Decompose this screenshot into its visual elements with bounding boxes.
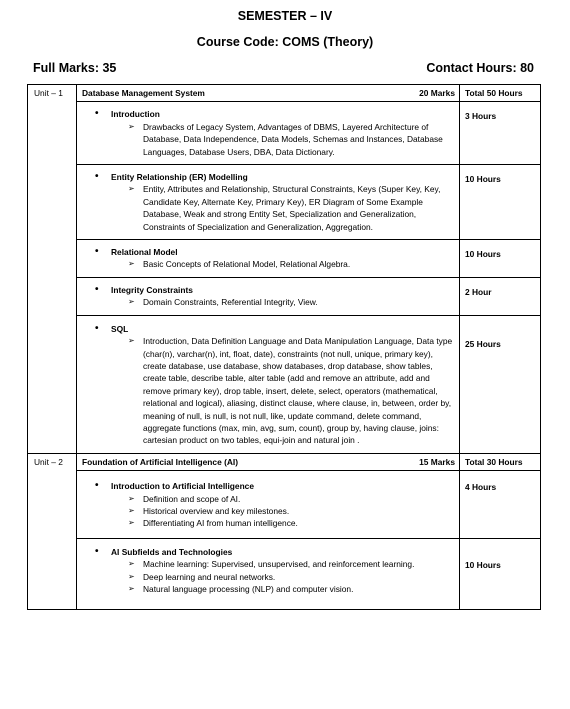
topic-hours: 25 Hours [460,315,541,453]
topic-item: ➢ Basic Concepts of Relational Model, Relational Algebra. [128,258,453,270]
topic-hours: 4 Hours [460,471,541,539]
unit-title: Database Management System [82,88,205,98]
topic-title: • Introduction [95,108,453,120]
topic-title: • SQL [95,323,453,335]
topic-item: ➢ Historical overview and key milestones. [128,505,453,517]
topic-items [95,183,453,233]
topic-row [28,538,541,610]
topic-item: ➢ Natural language processing (NLP) and computer vision. [128,583,453,595]
topic-item: ➢ Entity, Attributes and Relationship, Structural Constraints, Keys (Super Key, Key, Candidate Key, Alternate Key, Primary Key), ER Diagram of Some Example Database, Weak and strong Entity Set, Specialization and Generalization, Constraints of Specialization and Generalization, Aggregation. [128,183,453,233]
topic-title: • Introduction to Artificial Intelligence [95,480,453,492]
topic-hours: 10 Hours [460,538,541,610]
topic-item: ➢ Differentiating AI from human intelligence. [128,517,453,529]
topic-hours: 10 Hours [460,240,541,278]
topic-row [28,102,541,165]
topic-item: ➢ Drawbacks of Legacy System, Advantages of DBMS, Layered Architecture of Database, Data Independence, Data Models, Schemas and Instances, Database Languages, Database Users, DBA, Data Dictionary. [128,121,453,158]
topic-title: • Relational Model [95,246,453,258]
topic-items [95,558,453,595]
topic-cell [77,315,460,453]
topic-item: ➢ Introduction, Data Definition Language and Data Manipulation Language, Data type (char(n), varchar(n), int, float, date), constraints (not null, unique, primary key), create database, use database, show databases, drop database, show tables, create table, describe table, alter table (add and remove an attribute, add and remove primary key), drop table, insert, delete, select, operators (mathematical, relational and logical), aliasing, distinct clause, where clause, in, between, order by, meaning of null, is null, is not null, like, update command, delete command, aggregate functions (max, min, avg, sum, count), group by, having clause, joins: cartesian product on two tables, equi-join and natural join . [128,335,453,447]
unit-title-cell [77,453,460,470]
topic-item: ➢ Definition and scope of AI. [128,493,453,505]
course-code: Course Code: COMS (Theory) [196,35,374,49]
unit-marks: 20 Marks [419,88,455,98]
topic-row [28,240,541,278]
topic-items [95,493,453,530]
topic-cell [77,538,460,610]
topic-items [95,296,453,308]
topic-title: • Entity Relationship (ER) Modelling [95,171,453,183]
topic-row [28,315,541,453]
unit-label: Unit – 1 [28,85,77,454]
unit-title-cell [77,85,460,102]
unit-total-hours: Total 50 Hours [460,85,541,102]
unit-label: Unit – 2 [28,453,77,610]
unit-header-row [28,453,541,470]
topic-items [95,335,453,447]
topic-cell [77,165,460,240]
topic-cell [77,240,460,278]
topic-title: • AI Subfields and Technologies [95,546,453,558]
unit-total-hours: Total 30 Hours [460,453,541,470]
topic-row [28,277,541,315]
unit-header-row [28,85,541,102]
topic-item: ➢ Deep learning and neural networks. [128,571,453,583]
contact-hours: Contact Hours: 80 [426,61,534,75]
topic-row [28,165,541,240]
topic-cell [77,277,460,315]
topic-items [95,121,453,158]
unit-title: Foundation of Artificial Intelligence (AI) [82,456,239,467]
topic-cell [77,471,460,539]
topic-hours: 10 Hours [460,165,541,240]
topic-hours: 3 Hours [460,102,541,165]
syllabus-body [28,85,541,610]
full-marks: Full Marks: 35 [33,61,117,75]
topic-title: • Integrity Constraints [95,284,453,296]
topic-hours: 2 Hour [460,277,541,315]
topic-item: ➢ Domain Constraints, Referential Integrity, View. [128,296,453,308]
syllabus-table [27,84,541,610]
topic-row [28,471,541,539]
topic-items [95,258,453,270]
unit-marks: 15 Marks [419,456,455,467]
semester-title: SEMESTER – IV [237,9,333,23]
topic-item: ➢ Machine learning: Supervised, unsupervised, and reinforcement learning. [128,558,453,570]
topic-cell [77,102,460,165]
